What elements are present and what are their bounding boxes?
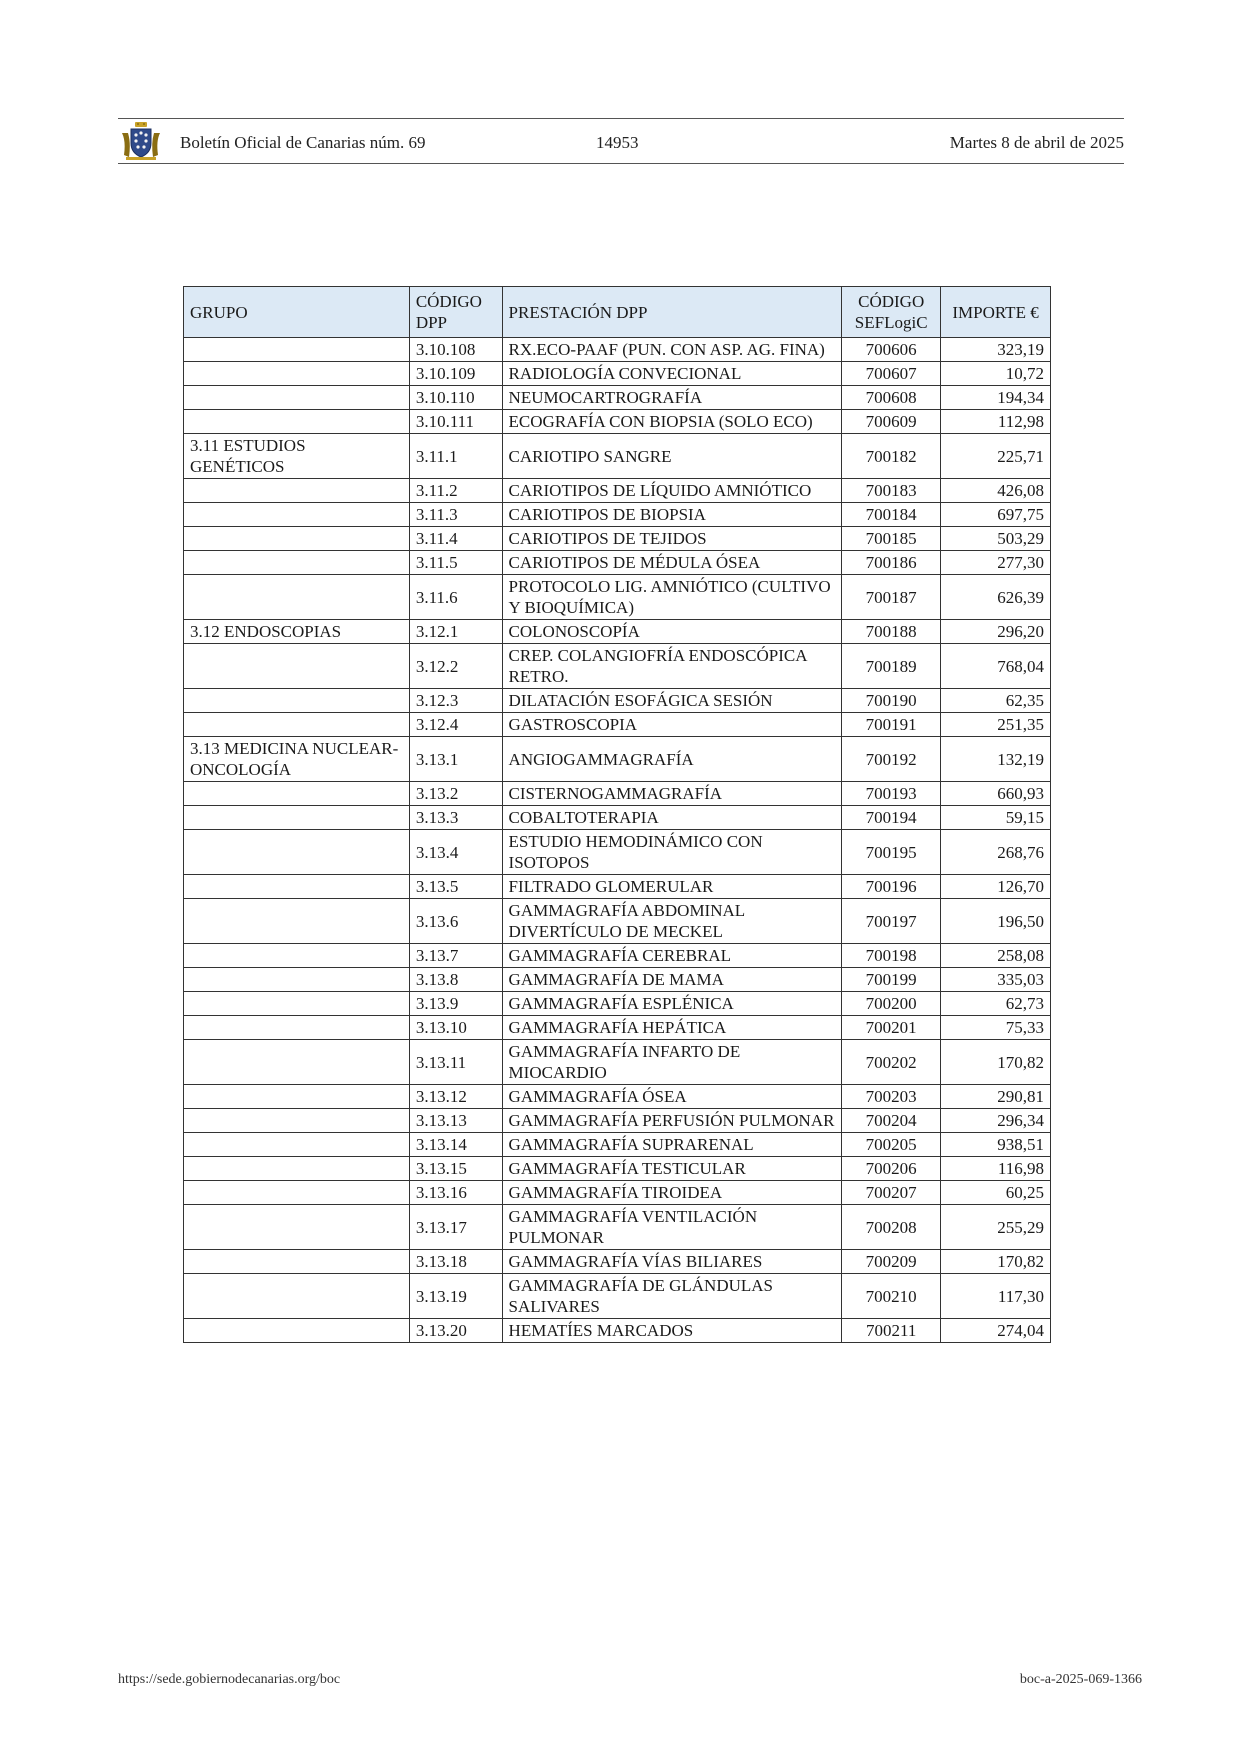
cell-codigo-seflogic: 700205 [842,1133,941,1157]
column-header-importe: IMPORTE € [941,287,1051,338]
cell-grupo [184,830,410,875]
table-row [184,1109,1051,1133]
cell-codigo-dpp: 3.13.9 [409,992,502,1016]
table-row [184,1016,1051,1040]
cell-importe: 277,30 [941,551,1051,575]
cell-codigo-dpp: 3.13.7 [409,944,502,968]
cell-grupo [184,410,410,434]
cell-importe: 503,29 [941,527,1051,551]
cell-prestacion: COLONOSCOPÍA [502,620,842,644]
cell-prestacion: GAMMAGRAFÍA ABDOMINAL DIVERTÍCULO DE MECKEL [502,899,842,944]
table-row [184,1085,1051,1109]
table-row [184,503,1051,527]
page-number: 14953 [596,133,639,152]
cell-prestacion: GAMMAGRAFÍA VÍAS BILIARES [502,1250,842,1274]
cell-codigo-dpp: 3.12.1 [409,620,502,644]
cell-grupo [184,1109,410,1133]
cell-prestacion: GAMMAGRAFÍA SUPRARENAL [502,1133,842,1157]
cell-importe: 268,76 [941,830,1051,875]
cell-codigo-dpp: 3.10.108 [409,338,502,362]
cell-prestacion: GAMMAGRAFÍA ESPLÉNICA [502,992,842,1016]
table-row [184,1157,1051,1181]
cell-codigo-dpp: 3.10.111 [409,410,502,434]
table-row [184,875,1051,899]
cell-prestacion: CARIOTIPOS DE BIOPSIA [502,503,842,527]
cell-importe: 251,35 [941,713,1051,737]
cell-prestacion: HEMATÍES MARCADOS [502,1319,842,1343]
footer-document-id: boc-a-2025-069-1366 [1019,1672,1142,1687]
cell-importe: 170,82 [941,1250,1051,1274]
table-header-row [184,287,1051,338]
cell-prestacion: FILTRADO GLOMERULAR [502,875,842,899]
cell-importe: 290,81 [941,1085,1051,1109]
cell-prestacion: GAMMAGRAFÍA DE GLÁNDULAS SALIVARES [502,1274,842,1319]
cell-codigo-seflogic: 700211 [842,1319,941,1343]
canarias-coat-of-arms-icon [118,121,164,161]
table-row [184,713,1051,737]
cell-codigo-seflogic: 700192 [842,737,941,782]
cell-codigo-dpp: 3.13.10 [409,1016,502,1040]
cell-grupo [184,1133,410,1157]
table-row [184,1205,1051,1250]
cell-codigo-dpp: 3.13.15 [409,1157,502,1181]
cell-codigo-dpp: 3.13.1 [409,737,502,782]
cell-codigo-seflogic: 700187 [842,575,941,620]
cell-importe: 660,93 [941,782,1051,806]
table-row [184,620,1051,644]
publication-date: Martes 8 de abril de 2025 [949,133,1124,152]
table-row [184,806,1051,830]
cell-importe: 62,73 [941,992,1051,1016]
table-row [184,968,1051,992]
cell-codigo-seflogic: 700190 [842,689,941,713]
cell-codigo-seflogic: 700200 [842,992,941,1016]
cell-importe: 170,82 [941,1040,1051,1085]
table-row [184,434,1051,479]
bulletin-title: Boletín Oficial de Canarias núm. 69 [180,133,426,152]
cell-codigo-seflogic: 700609 [842,410,941,434]
cell-codigo-seflogic: 700196 [842,875,941,899]
cell-prestacion: ESTUDIO HEMODINÁMICO CON ISOTOPOS [502,830,842,875]
cell-prestacion: GAMMAGRAFÍA VENTILACIÓN PULMONAR [502,1205,842,1250]
cell-prestacion: GAMMAGRAFÍA TESTICULAR [502,1157,842,1181]
cell-codigo-dpp: 3.11.3 [409,503,502,527]
cell-codigo-seflogic: 700194 [842,806,941,830]
cell-codigo-seflogic: 700606 [842,338,941,362]
cell-grupo: 3.13 MEDICINA NUCLEAR-ONCOLOGÍA [184,737,410,782]
cell-prestacion: ECOGRAFÍA CON BIOPSIA (SOLO ECO) [502,410,842,434]
cell-codigo-dpp: 3.13.5 [409,875,502,899]
cell-codigo-seflogic: 700183 [842,479,941,503]
table-row [184,362,1051,386]
table-row [184,899,1051,944]
cell-prestacion: ANGIOGAMMAGRAFÍA [502,737,842,782]
cell-grupo [184,1085,410,1109]
cell-codigo-dpp: 3.13.11 [409,1040,502,1085]
cell-importe: 768,04 [941,644,1051,689]
cell-prestacion: CREP. COLANGIOFRÍA ENDOSCÓPICA RETRO. [502,644,842,689]
cell-codigo-dpp: 3.13.14 [409,1133,502,1157]
table-row [184,830,1051,875]
cell-codigo-dpp: 3.13.18 [409,1250,502,1274]
cell-importe: 59,15 [941,806,1051,830]
cell-codigo-dpp: 3.13.8 [409,968,502,992]
cell-prestacion: GAMMAGRAFÍA TIROIDEA [502,1181,842,1205]
cell-prestacion: DILATACIÓN ESOFÁGICA SESIÓN [502,689,842,713]
cell-codigo-dpp: 3.13.12 [409,1085,502,1109]
cell-codigo-dpp: 3.13.4 [409,830,502,875]
cell-codigo-seflogic: 700182 [842,434,941,479]
page-header [118,118,1124,164]
cell-codigo-dpp: 3.11.2 [409,479,502,503]
cell-codigo-seflogic: 700210 [842,1274,941,1319]
cell-grupo [184,713,410,737]
cell-importe: 75,33 [941,1016,1051,1040]
table-row [184,1319,1051,1343]
cell-codigo-dpp: 3.12.3 [409,689,502,713]
cell-prestacion: GASTROSCOPIA [502,713,842,737]
column-header-prestacion: PRESTACIÓN DPP [502,287,842,338]
cell-importe: 697,75 [941,503,1051,527]
cell-importe: 225,71 [941,434,1051,479]
cell-codigo-dpp: 3.11.4 [409,527,502,551]
cell-prestacion: PROTOCOLO LIG. AMNIÓTICO (CULTIVO Y BIOQUÍMICA) [502,575,842,620]
cell-codigo-seflogic: 700195 [842,830,941,875]
cell-grupo [184,1016,410,1040]
cell-codigo-dpp: 3.13.19 [409,1274,502,1319]
cell-grupo: 3.12 ENDOSCOPIAS [184,620,410,644]
cell-importe: 126,70 [941,875,1051,899]
cell-codigo-seflogic: 700188 [842,620,941,644]
cell-prestacion: CARIOTIPOS DE TEJIDOS [502,527,842,551]
cell-codigo-seflogic: 700197 [842,899,941,944]
cell-codigo-dpp: 3.10.109 [409,362,502,386]
cell-grupo [184,575,410,620]
cell-codigo-seflogic: 700185 [842,527,941,551]
cell-codigo-dpp: 3.10.110 [409,386,502,410]
cell-importe: 258,08 [941,944,1051,968]
cell-grupo [184,527,410,551]
column-header-codigo-dpp: CÓDIGO DPP [409,287,502,338]
cell-grupo [184,479,410,503]
cell-importe: 296,20 [941,620,1051,644]
cell-codigo-dpp: 3.12.4 [409,713,502,737]
cell-codigo-seflogic: 700204 [842,1109,941,1133]
cell-prestacion: CISTERNOGAMMAGRAFÍA [502,782,842,806]
cell-codigo-dpp: 3.13.6 [409,899,502,944]
cell-codigo-seflogic: 700191 [842,713,941,737]
cell-grupo [184,362,410,386]
table-row [184,386,1051,410]
cell-codigo-seflogic: 700203 [842,1085,941,1109]
cell-codigo-seflogic: 700209 [842,1250,941,1274]
cell-prestacion: COBALTOTERAPIA [502,806,842,830]
column-header-grupo: GRUPO [184,287,410,338]
cell-importe: 255,29 [941,1205,1051,1250]
cell-importe: 62,35 [941,689,1051,713]
table-row [184,575,1051,620]
cell-codigo-seflogic: 700207 [842,1181,941,1205]
cell-grupo [184,1319,410,1343]
cell-codigo-seflogic: 700199 [842,968,941,992]
cell-grupo [184,992,410,1016]
cell-codigo-dpp: 3.11.5 [409,551,502,575]
cell-prestacion: CARIOTIPO SANGRE [502,434,842,479]
cell-grupo [184,875,410,899]
table-row [184,737,1051,782]
cell-prestacion: GAMMAGRAFÍA ÓSEA [502,1085,842,1109]
cell-codigo-dpp: 3.13.17 [409,1205,502,1250]
cell-importe: 196,50 [941,899,1051,944]
table-body [184,338,1051,1343]
table-row [184,782,1051,806]
cell-grupo [184,968,410,992]
cell-codigo-seflogic: 700193 [842,782,941,806]
table-row [184,1274,1051,1319]
cell-prestacion: GAMMAGRAFÍA CEREBRAL [502,944,842,968]
footer-url: https://sede.gobiernodecanarias.org/boc [118,1672,341,1687]
cell-grupo [184,1205,410,1250]
cell-importe: 194,34 [941,386,1051,410]
cell-grupo [184,644,410,689]
cell-codigo-dpp: 3.13.3 [409,806,502,830]
cell-codigo-seflogic: 700608 [842,386,941,410]
cell-importe: 626,39 [941,575,1051,620]
cell-codigo-seflogic: 700189 [842,644,941,689]
cell-grupo: 3.11 ESTUDIOS GENÉTICOS [184,434,410,479]
table-row [184,1250,1051,1274]
cell-grupo [184,899,410,944]
table-row [184,689,1051,713]
cell-importe: 938,51 [941,1133,1051,1157]
cell-importe: 426,08 [941,479,1051,503]
table-row [184,1133,1051,1157]
table-row [184,479,1051,503]
cell-codigo-dpp: 3.13.2 [409,782,502,806]
table-row [184,410,1051,434]
cell-codigo-seflogic: 700201 [842,1016,941,1040]
cell-grupo [184,782,410,806]
table-row [184,1040,1051,1085]
cell-prestacion: CARIOTIPOS DE LÍQUIDO AMNIÓTICO [502,479,842,503]
cell-prestacion: GAMMAGRAFÍA DE MAMA [502,968,842,992]
cell-prestacion: GAMMAGRAFÍA HEPÁTICA [502,1016,842,1040]
cell-grupo [184,1274,410,1319]
table-row [184,944,1051,968]
dpp-price-table [183,286,1051,1343]
cell-grupo [184,944,410,968]
cell-codigo-seflogic: 700206 [842,1157,941,1181]
cell-prestacion: GAMMAGRAFÍA PERFUSIÓN PULMONAR [502,1109,842,1133]
table-row [184,338,1051,362]
cell-codigo-dpp: 3.12.2 [409,644,502,689]
cell-codigo-dpp: 3.13.20 [409,1319,502,1343]
cell-importe: 112,98 [941,410,1051,434]
cell-prestacion: RX.ECO-PAAF (PUN. CON ASP. AG. FINA) [502,338,842,362]
cell-importe: 117,30 [941,1274,1051,1319]
table-row [184,1181,1051,1205]
cell-codigo-dpp: 3.11.1 [409,434,502,479]
table-row [184,551,1051,575]
cell-codigo-seflogic: 700208 [842,1205,941,1250]
cell-grupo [184,338,410,362]
cell-codigo-seflogic: 700184 [842,503,941,527]
cell-prestacion: NEUMOCARTROGRAFÍA [502,386,842,410]
cell-grupo [184,503,410,527]
cell-grupo [184,1157,410,1181]
cell-codigo-seflogic: 700198 [842,944,941,968]
table-row [184,992,1051,1016]
cell-codigo-seflogic: 700607 [842,362,941,386]
cell-grupo [184,1250,410,1274]
table-row [184,644,1051,689]
cell-prestacion: RADIOLOGÍA CONVECIONAL [502,362,842,386]
cell-grupo [184,806,410,830]
cell-grupo [184,1040,410,1085]
cell-importe: 60,25 [941,1181,1051,1205]
cell-codigo-dpp: 3.13.16 [409,1181,502,1205]
cell-codigo-seflogic: 700186 [842,551,941,575]
cell-importe: 296,34 [941,1109,1051,1133]
cell-grupo [184,1181,410,1205]
cell-codigo-seflogic: 700202 [842,1040,941,1085]
cell-codigo-dpp: 3.11.6 [409,575,502,620]
cell-importe: 116,98 [941,1157,1051,1181]
cell-grupo [184,689,410,713]
cell-importe: 10,72 [941,362,1051,386]
cell-codigo-dpp: 3.13.13 [409,1109,502,1133]
table-row [184,527,1051,551]
cell-importe: 323,19 [941,338,1051,362]
cell-importe: 274,04 [941,1319,1051,1343]
cell-prestacion: GAMMAGRAFÍA INFARTO DE MIOCARDIO [502,1040,842,1085]
cell-grupo [184,551,410,575]
cell-grupo [184,386,410,410]
cell-prestacion: CARIOTIPOS DE MÉDULA ÓSEA [502,551,842,575]
cell-importe: 335,03 [941,968,1051,992]
column-header-codigo-seflogic: CÓDIGO SEFLogiC [842,287,941,338]
cell-importe: 132,19 [941,737,1051,782]
